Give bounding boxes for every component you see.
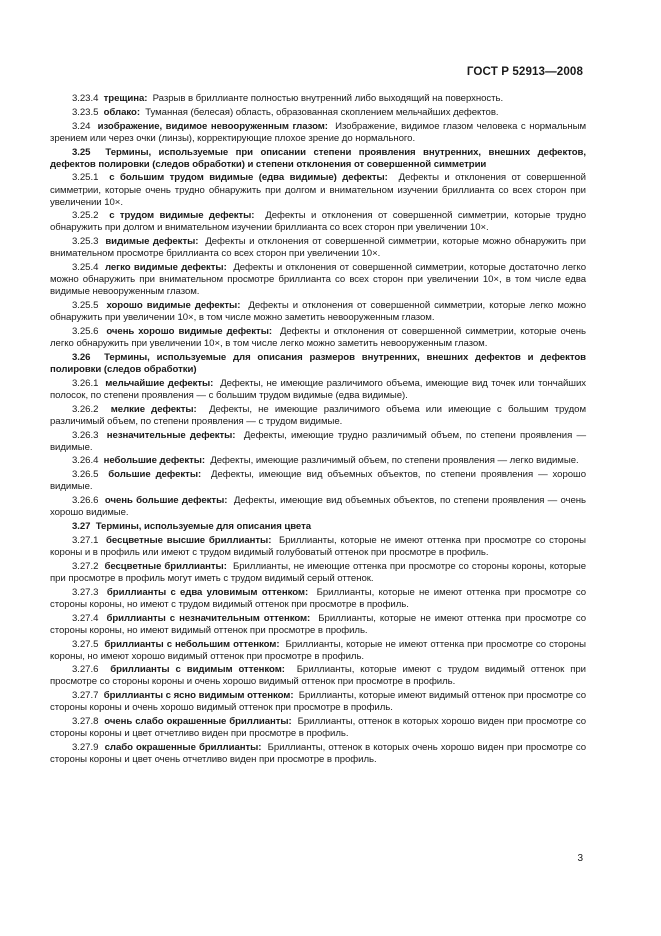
clause-number: 3.27.1 [72,534,99,546]
document-code: ГОСТ Р 52913—2008 [466,65,583,78]
clause-number: 3.25.4 [72,262,99,274]
definition: Дефекты, имеющие вид объемных объектов, по степени проявления — очень хорошо видимые. [50,495,586,519]
paragraph-3-27-2 [50,561,586,585]
clause-number: 3.27.4 [72,612,99,624]
term: мелкие дефекты: [110,403,197,415]
term: видимые дефекты: [105,236,199,248]
paragraph-3-27-7 [50,690,586,714]
term: очень слабо окрашенные бриллианты: [104,716,292,728]
clause-number: 3.25.5 [72,300,99,312]
section-heading-3-27 [50,521,586,533]
clause-number: 3.24 [72,120,91,132]
clause-number: 3.25.6 [72,326,99,338]
paragraph-3-26-1 [50,378,586,402]
definition: Бриллианты, не имеющие оттенка при просмотре со стороны короны, которые при просмотре в профиль могут иметь с трудом видимый серый оттенок. [50,560,586,584]
definition: Туманная (белесая) область, образованная скоплением мельчайших дефектов. [145,106,499,118]
paragraph-3-23-5 [50,107,586,119]
clause-number: 3.27.9 [72,742,99,754]
definition: Бриллианты, которые не имеют оттенка при просмотре со стороны короны, но имеют с трудом видимый оттенок при просмотре в профиль. [50,586,586,610]
definition: Дефекты и отклонения от совершенной симметрии, которые очень трудно обнаружить при долгом и внимательном изучении бриллианта со всех сторон при увеличении 10×. [50,172,586,208]
document-body [50,93,586,768]
definition: Дефекты и отклонения от совершенной симметрии, которые очень легко обнаружить при увеличении 10×, в том числе легко можно заметить невооруженным глазом. [50,326,587,350]
section-heading-3-25 [50,147,586,171]
paragraph-3-25-3 [50,236,586,260]
term: очень хорошо видимые дефекты: [106,326,272,338]
paragraph-3-27-9 [50,742,586,766]
clause-number: 3.26.6 [72,495,99,507]
definition: Дефекты и отклонения от совершенной симметрии, которые можно обнаружить при внимательном просмотре бриллианта со всех сторон при увеличении 10×. [50,236,586,260]
paragraph-3-23-4 [50,93,586,105]
paragraph-3-27-6 [50,664,586,688]
term: трещина: [103,93,148,104]
paragraph-3-27-4 [50,613,586,637]
definition: Дефекты и отклонения от совершенной симметрии, которые трудно обнаружить при долгом и внимательном изучении бриллианта со всех сторон при увеличении 10×. [50,210,586,234]
paragraph-3-25-1 [50,172,586,208]
definition: Бриллианты, которые имеют с трудом видимый оттенок при просмотре со стороны короны и очень хорошо видимый оттенок при просмотре в профиль. [50,664,586,688]
definition: Разрыв в бриллианте полностью внутренний либо выходящий на поверхность. [152,93,504,104]
definition: Бриллианты, оттенок в которых очень хорошо виден при просмотре со стороны короны и цвет очень отчетливо виден при просмотре в профиль. [50,742,586,766]
page-number: 3 [577,853,583,864]
term: небольшие дефекты: [103,455,206,467]
paragraph-3-27-3 [50,587,586,611]
paragraph-3-26-5 [50,469,586,493]
definition: Дефекты, не имеющие различимого объема или имеющие с большим трудом различимый объем, по степени проявления — с трудом видимые. [50,403,586,427]
clause-number: 3.26 [72,351,91,363]
definition: Дефекты и отклонения от совершенной симметрии, которые достаточно легко можно обнаружить при внимательном просмотре бриллианта со всех сторон при увеличении 10×, в том числе едва видимые невооруженным глазом. [50,262,586,298]
clause-number: 3.27.8 [72,716,99,728]
paragraph-3-24 [50,121,586,145]
term: бриллианты с едва уловимым оттенком: [106,586,309,598]
paragraph-3-26-3 [50,430,586,454]
clause-number: 3.27.5 [72,638,99,650]
term: бриллианты с видимым оттенком: [110,664,285,676]
term: бесцветные бриллианты: [104,560,227,572]
clause-number: 3.27.3 [72,586,99,598]
definition: Дефекты, не имеющие различимого объема, имеющие вид точек или тончайших полосок, по степени проявления — с большим трудом видимые (едва видимые). [50,377,587,401]
definition: Дефекты, имеющие различимый объем, по степени проявления — легко видимые. [210,455,579,467]
clause-number: 3.25.1 [72,172,99,184]
definition: Дефекты, имеющие трудно различимый объем, по степени проявления — видимые. [50,429,586,453]
term: очень большие дефекты: [104,495,228,507]
definition: Бриллианты, которые не имеют оттенка при просмотре со стороны короны и в профиль или имеют с трудом видимый голубоватый оттенок при просмотре в профиль. [50,534,587,558]
paragraph-3-25-2 [50,210,586,234]
clause-number: 3.23.4 [72,93,99,104]
clause-number: 3.26.1 [72,377,99,389]
term: бриллианты с незначительным оттенком: [106,612,311,624]
term: бриллианты с ясно видимым оттенком: [103,690,294,702]
paragraph-3-26-4 [50,455,586,467]
clause-number: 3.23.5 [72,106,99,118]
paragraph-3-27-5 [50,639,586,663]
paragraph-3-26-2 [50,404,586,428]
definition: Изображение, видимое глазом человека с нормальным зрением или через очки (линзы), корректирующие плохое зрение до нормального. [50,120,587,144]
term: слабо окрашенные бриллианты: [104,742,262,754]
paragraph-3-25-5 [50,300,586,324]
term: незначительные дефекты: [106,429,236,441]
clause-number: 3.26.3 [72,429,99,441]
clause-number: 3.25 [72,146,91,158]
paragraph-3-25-6 [50,326,586,350]
clause-number: 3.25.3 [72,236,99,248]
definition: Бриллианты, которые не имеют оттенка при просмотре со стороны короны, но имеют видимый оттенок при просмотре в профиль. [50,612,587,636]
clause-number: 3.27.7 [72,690,99,702]
term: облако: [103,106,140,118]
paragraph-3-26-6 [50,495,586,519]
clause-number: 3.25.2 [72,210,99,222]
paragraph-3-25-4 [50,262,586,298]
section-heading-3-26 [50,352,586,376]
term: мельчайшие дефекты: [105,377,214,389]
definition: Дефекты, имеющие вид объемных объектов, по степени проявления — хорошо видимые. [50,469,586,493]
clause-number: 3.26.5 [72,469,99,481]
term: хорошо видимые дефекты: [106,300,241,312]
section-title: Термины, используемые при описании степени проявления внутренних, внешних дефектов, дефектов полировки (следов обработки) и степени отклонения от совершенной симметрии [50,146,586,170]
term: бриллианты с небольшим оттенком: [104,638,280,650]
term: большие дефекты: [108,469,202,481]
term: бесцветные высшие бриллианты: [106,534,272,546]
section-title: Термины, используемые для описания размеров внутренних, внешних дефектов и дефектов полировки (следов обработки) [50,351,587,375]
paragraph-3-27-1 [50,535,586,559]
clause-number: 3.26.4 [72,455,99,467]
definition: Бриллианты, которые имеют видимый оттенок при просмотре со стороны короны и очень хорошо видимый оттенок при просмотре в профиль. [50,690,587,714]
term: с большим трудом видимые (едва видимые) дефекты: [109,172,388,184]
term: легко видимые дефекты: [104,262,227,274]
clause-number: 3.27 [72,521,91,533]
term: изображение, видимое невооруженным глазом: [97,120,328,132]
definition: Бриллианты, оттенок в которых хорошо виден при просмотре со стороны короны и цвет отчетливо виден при просмотре в профиль. [50,716,586,740]
definition: Дефекты и отклонения от совершенной симметрии, которые легко можно обнаружить при увеличении 10×, в том числе можно заметить невооруженным глазом. [50,300,586,324]
definition: Бриллианты, которые не имеют оттенка при просмотре со стороны короны, но имеют хорошо видимый оттенок при просмотре в профиль. [50,638,586,662]
clause-number: 3.27.6 [72,664,99,676]
term: с трудом видимые дефекты: [109,210,255,222]
clause-number: 3.27.2 [72,560,99,572]
clause-number: 3.26.2 [72,403,99,415]
section-title: Термины, используемые для описания цвета [95,521,312,533]
paragraph-3-27-8 [50,716,586,740]
